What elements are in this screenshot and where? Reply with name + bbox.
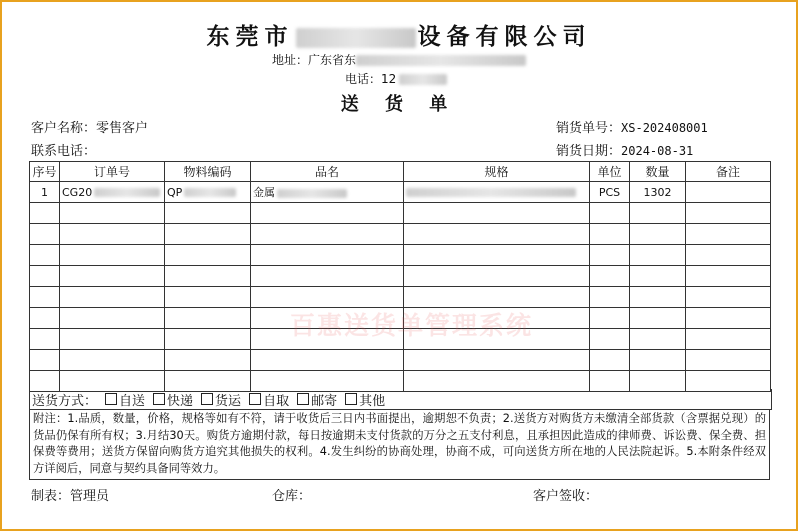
empty-cell bbox=[630, 329, 686, 350]
empty-cell bbox=[30, 203, 60, 224]
material-code-text: QP bbox=[167, 185, 183, 199]
cell-remark bbox=[686, 182, 771, 203]
redacted-region bbox=[296, 28, 416, 48]
empty-cell bbox=[30, 350, 60, 371]
customer-name-row bbox=[31, 117, 148, 136]
warehouse-label: 仓库： bbox=[272, 489, 312, 504]
order-date-value: 2024-08-31 bbox=[621, 144, 694, 158]
company-name-suffix: 设备有限公司 bbox=[417, 23, 592, 50]
company-phone bbox=[345, 70, 447, 87]
table-row bbox=[30, 245, 771, 266]
company-address bbox=[272, 51, 526, 68]
empty-cell bbox=[590, 224, 630, 245]
address-value: 广东省东 bbox=[308, 53, 357, 67]
empty-cell bbox=[165, 266, 251, 287]
checkbox-icon bbox=[105, 393, 117, 405]
warehouse-field bbox=[272, 485, 311, 504]
empty-cell bbox=[404, 224, 590, 245]
empty-cell bbox=[590, 350, 630, 371]
empty-cell bbox=[251, 245, 404, 266]
delivery-method-row bbox=[29, 389, 772, 410]
table-row bbox=[30, 287, 771, 308]
redacted-region bbox=[356, 55, 526, 66]
empty-cell bbox=[251, 224, 404, 245]
company-name bbox=[0, 18, 798, 51]
delivery-label: 送货方式： bbox=[32, 393, 98, 409]
empty-cell bbox=[60, 266, 165, 287]
empty-cell bbox=[404, 203, 590, 224]
redacted-region bbox=[399, 74, 447, 85]
empty-cell bbox=[30, 224, 60, 245]
cell-material-code bbox=[165, 182, 251, 203]
empty-cell bbox=[30, 245, 60, 266]
maker-field bbox=[31, 485, 109, 504]
empty-cell bbox=[630, 287, 686, 308]
empty-cell bbox=[60, 245, 165, 266]
empty-cell bbox=[60, 224, 165, 245]
empty-cell bbox=[686, 224, 771, 245]
empty-cell bbox=[165, 350, 251, 371]
redacted-region bbox=[277, 189, 347, 198]
delivery-option-other[interactable] bbox=[345, 390, 385, 409]
empty-cell bbox=[60, 203, 165, 224]
option-label: 自送 bbox=[119, 393, 146, 409]
empty-cell bbox=[165, 329, 251, 350]
customer-sign-label: 客户签收： bbox=[533, 489, 599, 504]
empty-cell bbox=[590, 245, 630, 266]
empty-cell bbox=[165, 245, 251, 266]
checkbox-icon bbox=[249, 393, 261, 405]
delivery-option-self[interactable] bbox=[105, 390, 145, 409]
checkbox-icon bbox=[201, 393, 213, 405]
empty-cell bbox=[165, 308, 251, 329]
customer-value: 零售客户 bbox=[96, 121, 149, 136]
empty-cell bbox=[165, 203, 251, 224]
table-row bbox=[30, 350, 771, 371]
empty-cell bbox=[251, 203, 404, 224]
checkbox-icon bbox=[153, 393, 165, 405]
empty-cell bbox=[590, 287, 630, 308]
empty-cell bbox=[404, 266, 590, 287]
redacted-region bbox=[184, 188, 236, 197]
table-row bbox=[30, 266, 771, 287]
phone-label: 电话： bbox=[345, 72, 382, 86]
empty-cell bbox=[30, 308, 60, 329]
checkbox-icon bbox=[297, 393, 309, 405]
delivery-option-pickup[interactable] bbox=[249, 390, 289, 409]
maker-value: 管理员 bbox=[70, 489, 110, 504]
empty-cell bbox=[251, 266, 404, 287]
delivery-option-express[interactable] bbox=[153, 390, 193, 409]
cell-spec bbox=[404, 182, 590, 203]
empty-cell bbox=[30, 329, 60, 350]
header-product-name: 品名 bbox=[251, 162, 404, 182]
empty-cell bbox=[630, 266, 686, 287]
empty-cell bbox=[60, 350, 165, 371]
empty-cell bbox=[686, 287, 771, 308]
empty-cell bbox=[590, 203, 630, 224]
table-row bbox=[30, 182, 771, 203]
table-row bbox=[30, 203, 771, 224]
empty-cell bbox=[165, 287, 251, 308]
empty-cell bbox=[686, 245, 771, 266]
watermark-text: 百惠送货单管理系统 bbox=[290, 311, 534, 340]
redacted-region bbox=[406, 188, 576, 197]
empty-cell bbox=[630, 245, 686, 266]
empty-cell bbox=[590, 266, 630, 287]
order-no-text: CG20 bbox=[62, 185, 93, 199]
header-order-no: 订单号 bbox=[60, 162, 165, 182]
order-number-row bbox=[556, 117, 708, 136]
header-quantity: 数量 bbox=[630, 162, 686, 182]
empty-cell bbox=[404, 350, 590, 371]
option-label: 自取 bbox=[263, 393, 290, 409]
empty-cell bbox=[630, 350, 686, 371]
order-date-row bbox=[556, 140, 693, 159]
cell-unit: PCS bbox=[590, 182, 630, 203]
empty-cell bbox=[165, 224, 251, 245]
empty-cell bbox=[686, 203, 771, 224]
empty-cell bbox=[251, 350, 404, 371]
empty-cell bbox=[630, 203, 686, 224]
header-seq: 序号 bbox=[30, 162, 60, 182]
order-date-label: 销货日期： bbox=[556, 144, 622, 159]
contact-phone-row bbox=[31, 140, 96, 159]
empty-cell bbox=[590, 329, 630, 350]
empty-cell bbox=[404, 287, 590, 308]
empty-cell bbox=[590, 308, 630, 329]
empty-cell bbox=[630, 224, 686, 245]
empty-cell bbox=[630, 308, 686, 329]
empty-cell bbox=[251, 287, 404, 308]
empty-cell bbox=[686, 329, 771, 350]
cell-order-no bbox=[60, 182, 165, 203]
empty-cell bbox=[30, 266, 60, 287]
empty-cell bbox=[686, 308, 771, 329]
empty-cell bbox=[60, 287, 165, 308]
address-label: 地址： bbox=[272, 53, 309, 67]
empty-cell bbox=[686, 350, 771, 371]
document-title: 送 货 单 bbox=[340, 94, 458, 115]
company-name-prefix: 东莞市 bbox=[206, 23, 294, 50]
delivery-option-freight[interactable] bbox=[201, 390, 241, 409]
order-number-value: XS-202408001 bbox=[621, 121, 708, 135]
product-name-text: 金属 bbox=[253, 186, 275, 199]
customer-label: 客户名称： bbox=[31, 121, 97, 136]
items-table bbox=[29, 161, 771, 392]
contact-label: 联系电话： bbox=[31, 144, 97, 159]
option-label: 货运 bbox=[215, 393, 242, 409]
table-header-row bbox=[30, 162, 771, 182]
option-label: 其他 bbox=[359, 393, 386, 409]
empty-cell bbox=[404, 245, 590, 266]
header-remark: 备注 bbox=[686, 162, 771, 182]
delivery-option-mail[interactable] bbox=[297, 390, 337, 409]
cell-quantity: 1302 bbox=[630, 182, 686, 203]
empty-cell bbox=[686, 266, 771, 287]
header-unit: 单位 bbox=[590, 162, 630, 182]
option-label: 快递 bbox=[167, 393, 194, 409]
redacted-region bbox=[94, 188, 160, 197]
table-row bbox=[30, 224, 771, 245]
checkbox-icon bbox=[345, 393, 357, 405]
header-material-code: 物料编码 bbox=[165, 162, 251, 182]
customer-sign-field bbox=[533, 485, 598, 504]
cell-seq: 1 bbox=[30, 182, 60, 203]
option-label: 邮寄 bbox=[311, 393, 338, 409]
terms-notes: 附注：1.品质，数量，价格，规格等如有不符，请于收货后三日内书面提出，逾期恕不负责；2.送货方对购货方未缴清全部货款（含票据兑现）的货品仍保有所有权；3.月结30天。购货方逾期付款，每日按逾期未支付货款的万分之五支付利息，且承担因此造成的律师费、诉讼费、保全费、担保费等费用；送货方保留向购货方追究其他损失的权利。4.发生纠纷的协商处理，协商不成，可向送货方所在地的人民法院起诉。5.本附条件经双方详阅后，同意与契约具备同等效力。 bbox=[29, 410, 770, 480]
cell-product-name bbox=[251, 182, 404, 203]
maker-label: 制表： bbox=[31, 489, 71, 504]
empty-cell bbox=[60, 329, 165, 350]
phone-value: 12 bbox=[381, 72, 397, 86]
empty-cell bbox=[30, 287, 60, 308]
empty-cell bbox=[60, 308, 165, 329]
order-number-label: 销货单号： bbox=[556, 121, 622, 136]
header-spec: 规格 bbox=[404, 162, 590, 182]
